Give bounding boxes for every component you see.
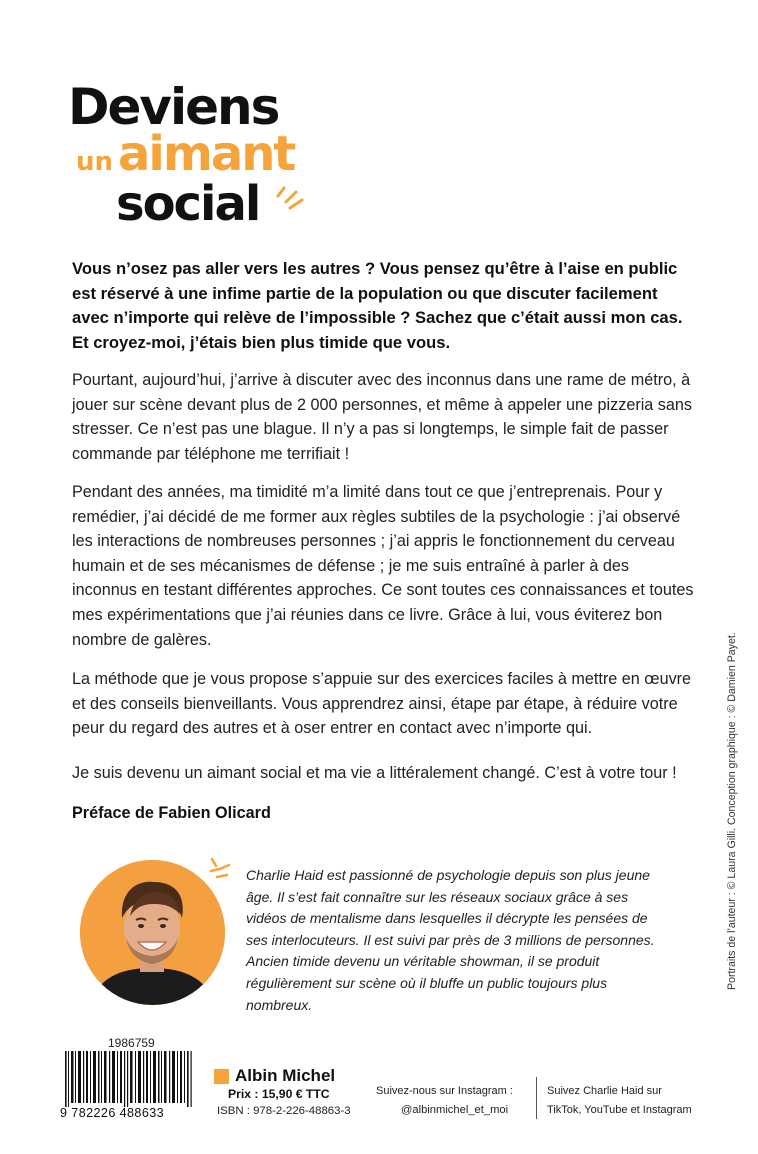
publisher-name: Albin Michel bbox=[235, 1066, 336, 1085]
publisher-logo bbox=[214, 1066, 335, 1086]
barcode-icon bbox=[65, 1051, 193, 1107]
isbn: ISBN : 978-2-226-48863-3 bbox=[217, 1105, 351, 1117]
follow-author-line-1: Suivez Charlie Haid sur bbox=[547, 1085, 662, 1097]
product-code: 1986759 bbox=[108, 1036, 155, 1050]
body-paragraph-4: Je suis devenu un aimant social et ma vie a littéralement changé. C’est à votre tour ! bbox=[72, 764, 677, 782]
book-title bbox=[68, 78, 368, 232]
body-paragraph-3: La méthode que je vous propose s’appuie sur des exercices faciles à mettre en œuvre et des conseils bienveillants. Vous apprendrez ainsi, étape par étape, à réduire votre peur du regard des autres et à oser entrer en contact avec n’importe qui. bbox=[72, 670, 692, 738]
follow-publisher-label: Suivez-nous sur Instagram : bbox=[376, 1085, 513, 1097]
author-bio: Charlie Haid est passionné de psychologie depuis son plus jeune âge. Il s’est fait connaître sur les réseaux sociaux grâce à ses vidéos de mentalisme dans lesquelles il décrypte les pensées de ses interlocuteurs. Il est suivi par près de 3 millions de personnes. Ancien timide devenu un véritable showman, il se produit régulièrement sur scène où il bluffe un public toujours plus nombreux. bbox=[246, 867, 655, 1013]
title-word-aimant: aimant bbox=[118, 126, 295, 182]
divider bbox=[536, 1077, 537, 1119]
body-paragraph-1: Pourtant, aujourd’hui, j’arrive à discuter avec des inconnus dans une rame de métro, à jouer sur scène devant plus de 2 000 personnes, et même à appeler une pizzeria sans stresser. Ce n’est pas une blague. Il n’y a pas si longtemps, le simple fait de passer commande par téléphone me terrifiait ! bbox=[72, 371, 693, 463]
author-portrait bbox=[80, 860, 225, 1005]
credits-vertical: Portraits de l’auteur : © Laura Gilli. Conception graphique : © Damien Payet. bbox=[726, 632, 738, 990]
barcode-number: 9 782226 488633 bbox=[60, 1106, 165, 1120]
spark-icon bbox=[207, 855, 233, 883]
title-word-social: social bbox=[116, 176, 260, 232]
body-paragraph-2: Pendant des années, ma timidité m’a limité dans tout ce que j’entreprenais. Pour y remédier, j’ai décidé de me former aux règles subtiles de la psychologie : j’ai observé les interactions de nombreuses personnes ; j’ai appris le fonctionnement du cerveau humain et de ses mécanismes de défense ; je me suis entraîné à parler à des inconnus en testant différentes approches. Ce sont toutes ces connaissances et toutes mes expérimentations que j’ai réunies dans ce livre. Grâce à lui, vous éviterez bon nombre de galères. bbox=[72, 483, 694, 649]
title-line-deviens: Deviens bbox=[68, 78, 279, 136]
spark-icon bbox=[272, 184, 306, 210]
publisher-square-icon bbox=[214, 1069, 229, 1084]
preface-credit: Préface de Fabien Olicard bbox=[72, 804, 271, 822]
title-word-un: un bbox=[76, 147, 114, 177]
follow-publisher-handle[interactable]: @albinmichel_et_moi bbox=[401, 1104, 509, 1116]
price: Prix : 15,90 € TTC bbox=[228, 1087, 330, 1101]
follow-author-line-2: TikTok, YouTube et Instagram bbox=[547, 1104, 692, 1116]
intro-paragraph: Vous n’osez pas aller vers les autres ? Vous pensez qu’être à l’aise en public est réservé à une infime partie de la population ou que discuter facilement avec n’importe qui relève de l’impossible ? Sachez que c’était aussi mon cas. Et croyez-moi, j’étais bien plus timide que vous. bbox=[72, 259, 683, 352]
